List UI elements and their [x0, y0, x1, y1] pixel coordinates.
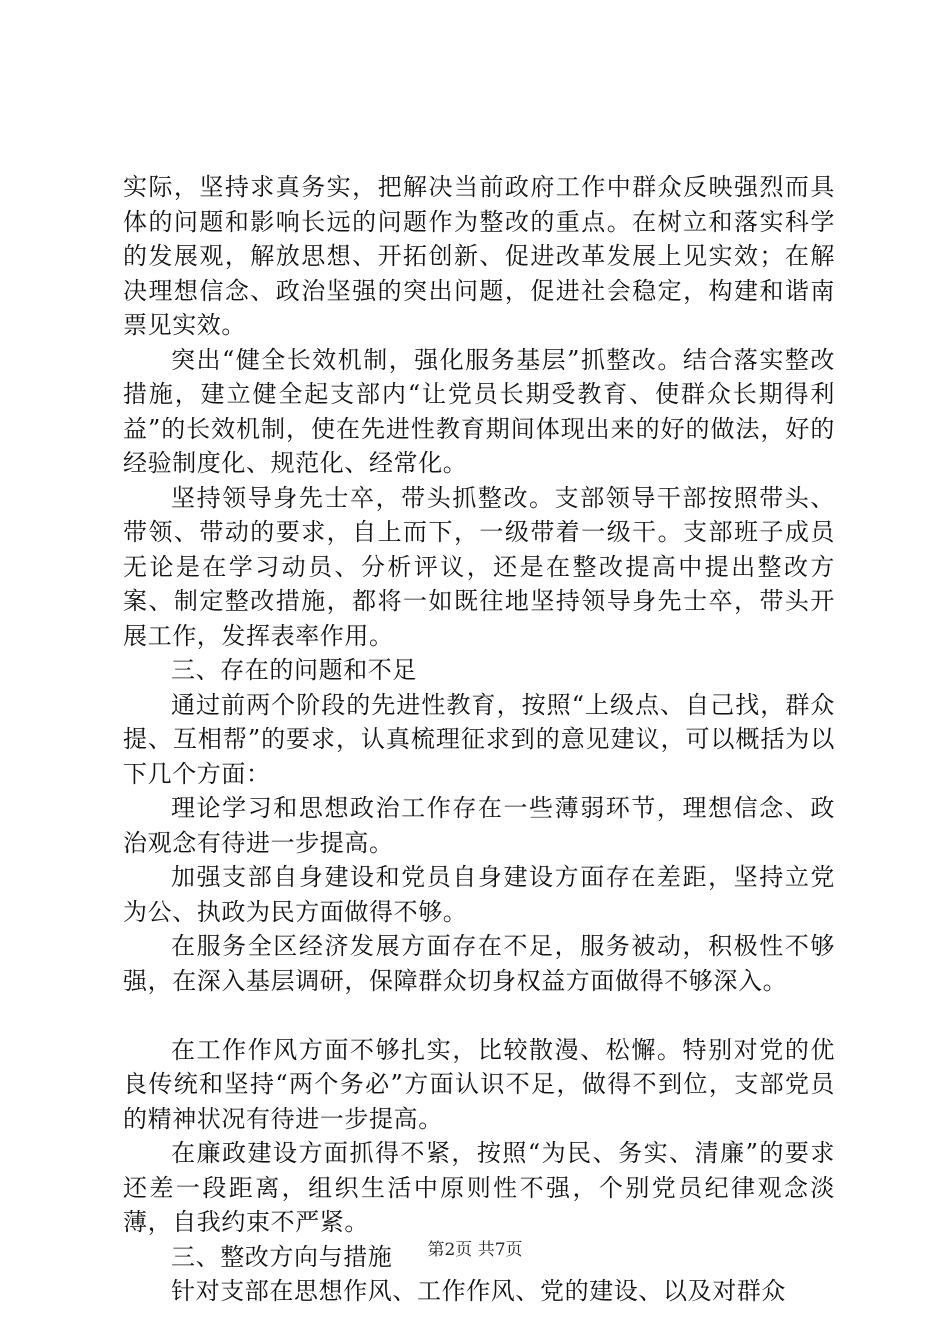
paragraph-problem-style: 在工作作风方面不够扎实，比较散漫、松懈。特别对党的优良传统和坚持“两个务必”方面认识不足，做得不到位，支部党员的精神状况有待进一步提高。 — [123, 1035, 835, 1133]
paragraph-continuation: 实际，坚持求真务实，把解决当前政府工作中群众反映强烈而具体的问题和影响长远的问题作为整改的重点。在树立和落实科学的发展观，解放思想、开拓创新、促进改革发展上见实效；在解决理想信念、政治坚强的突出问题，促进社会稳定，构建和谐南票见实效。 — [123, 173, 835, 339]
section-heading-measures: 三、整改方向与措施 — [171, 1242, 393, 1271]
paragraph-mechanism: 突出“健全长效机制，强化服务基层”抓整改。结合落实整改措施，建立健全起支部内“让党员长期受教育、使群众长期得利益”的长效机制，使在先进性教育期间体现出来的好的做法，好的经验制度化、规范化、经常化。 — [123, 345, 835, 477]
paragraph-problems-intro: 通过前两个阶段的先进性教育，按照“上级点、自己找，群众提、互相帮”的要求，认真梳理征求到的意见建议，可以概括为以下几个方面： — [123, 690, 835, 788]
body-text — [123, 170, 835, 1309]
paragraph-problem-integrity: 在廉政建设方面抓得不紧，按照“为民、务实、清廉”的要求还差一段距离，组织生活中原则性不强，个别党员纪律观念淡薄，自我约束不严紧。 — [123, 1139, 835, 1236]
page-number-footer: 第2页 共7页 — [427, 1240, 523, 1260]
blank-line — [123, 998, 835, 1033]
paragraph-measures-intro: 针对支部在思想作风、工作作风、党的建设、以及对群众 — [171, 1277, 786, 1305]
paragraph-problem-building: 加强支部自身建设和党员自身建设方面存在差距，坚持立党为公、执政为民方面做得不够。 — [123, 863, 835, 926]
paragraph-problem-service: 在服务全区经济发展方面存在不足，服务被动，积极性不够强，在深入基层调研，保障群众切身权益方面做得不够深入。 — [123, 932, 835, 995]
paragraph-leadership: 坚持领导身先士卒，带头抓整改。支部领导干部按照带头、带领、带动的要求，自上而下，一级带着一级干。支部班子成员无论是在学习动员、分析评议，还是在整改提高中提出整改方案、制定整改措施，都将一如既往地坚持领导身先士卒，带头开展工作，发挥表率作用。 — [123, 483, 835, 650]
paragraph-problem-theory: 理论学习和思想政治工作存在一些薄弱环节，理想信念、政治观念有待进一步提高。 — [123, 794, 835, 857]
section-heading-problems: 三、存在的问题和不足 — [171, 656, 417, 684]
